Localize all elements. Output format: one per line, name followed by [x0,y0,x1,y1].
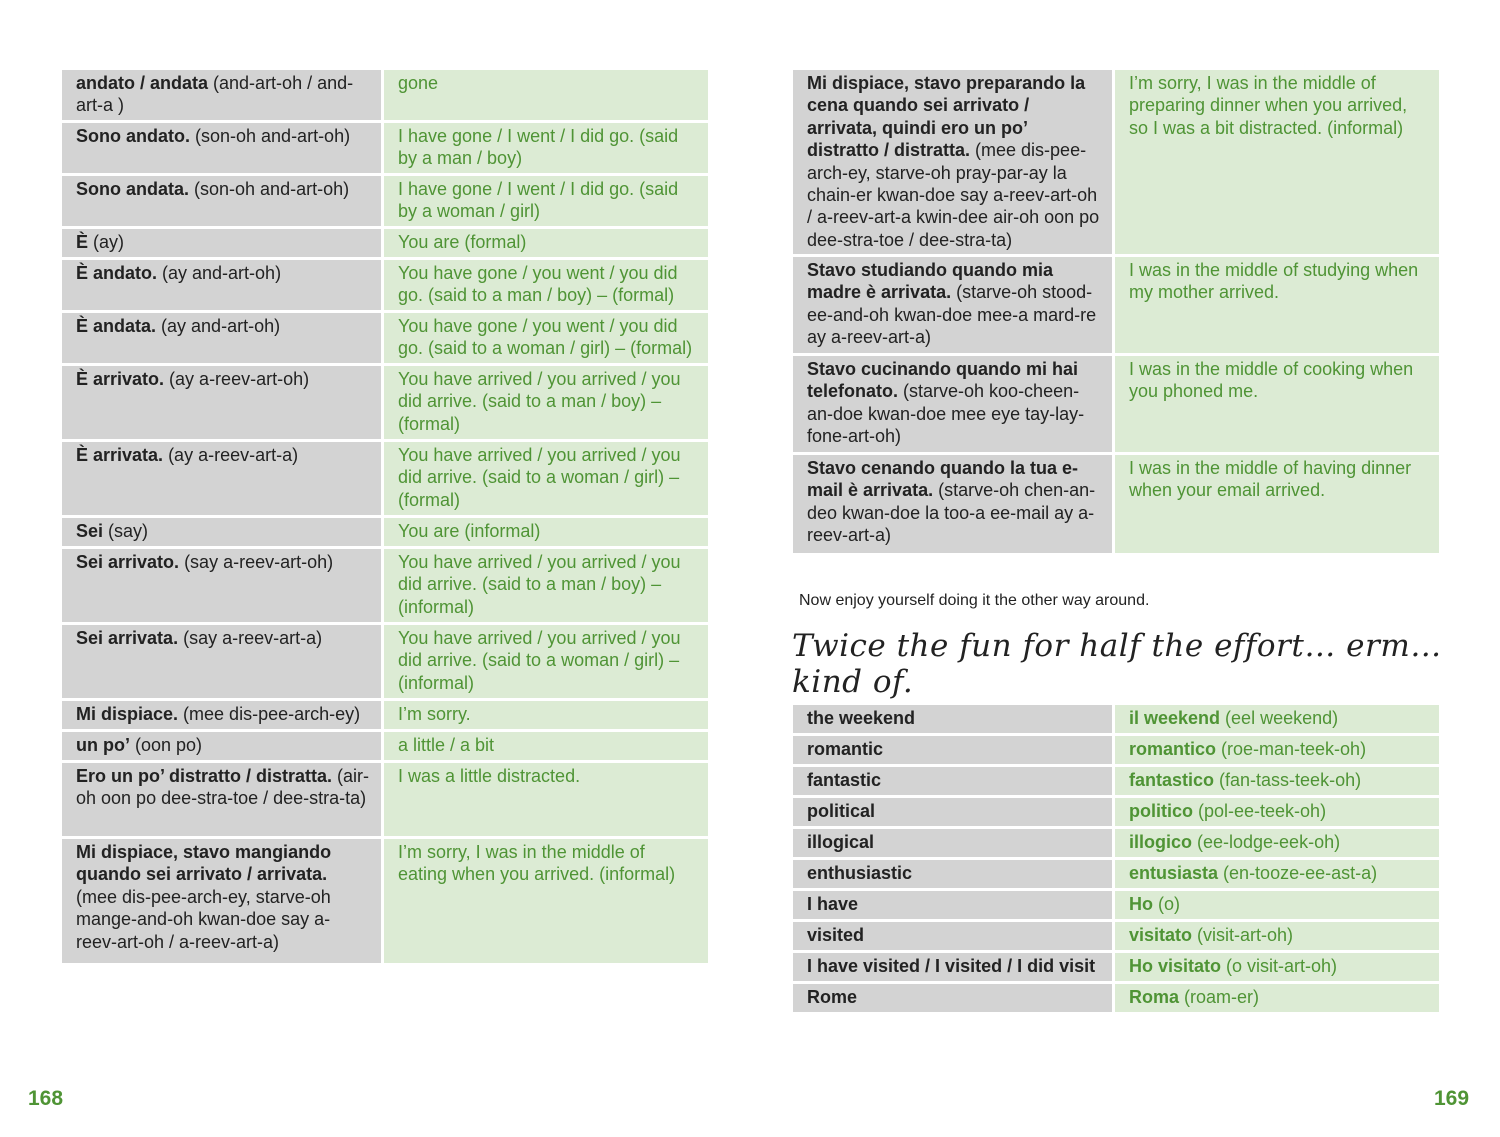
italian-cell [62,763,384,836]
table-row [62,366,708,442]
english-cell: You have gone / you went / you did go. (said to a man / boy) – (formal) [384,260,708,310]
pronunciation: (en-tooze-ee-ast-a) [1218,863,1378,883]
pronunciation: (mee dis-pee-arch-ey, starve-oh pray-par-ay la chain-er kwan-doe say a-reev-art-oh / a-reev-art-a kwin-dee air-oh oon po dee-stra-toe / dee-stra-ta) [807,140,1100,250]
instruction-note: Now enjoy yourself doing it the other way around. [799,592,1150,609]
english-word: enthusiastic [793,860,1115,888]
table-row [793,767,1439,798]
pronunciation: (ay a-reev-art-a) [163,445,299,465]
italian-cell [62,625,384,698]
english-cell: I have gone / I went / I did go. (said by a woman / girl) [384,176,708,226]
pronunciation: (say) [103,521,149,541]
pronunciation: (o) [1153,894,1180,914]
italian-phrase: Sei arrivata. [76,628,179,648]
english-word: fantastic [793,767,1115,795]
italian-phrase: Stavo cucinando quando mi hai telefonato. [807,359,1079,402]
italian-phrase: andato / andata [76,73,209,93]
table-row [62,176,708,229]
table-row [793,455,1439,553]
table-row [62,229,708,260]
italian-phrase: Stavo studiando quando mia madre è arrivata. [807,260,1054,303]
italian-phrase: Sei arrivato. [76,552,180,572]
italian-phrase: È [76,232,89,252]
italian-cell [62,839,384,963]
italian-cell [793,257,1115,353]
italian-cell [793,70,1115,254]
italian-cell [62,366,384,439]
pronunciation: (ay) [88,232,125,252]
english-cell: You have arrived / you arrived / you did arrive. (said to a man / boy) – (informal) [384,549,708,622]
italian-phrase: Sei [76,521,104,541]
left-phrase-table [62,70,708,963]
english-cell: I’m sorry, I was in the middle of preparing dinner when you arrived, so I was a bit distracted. (informal) [1115,70,1439,254]
table-row [793,798,1439,829]
table-row [62,313,708,366]
italian-word: Ho [1129,894,1153,914]
english-cell: You have arrived / you arrived / you did arrive. (said to a man / boy) – (formal) [384,366,708,439]
italian-phrase: È andato. [76,263,158,283]
english-cell: I was a little distracted. [384,763,708,836]
pronunciation: (starve-oh chen-an-deo kwan-doe la too-a ee-mail ay a-reev-art-a) [807,480,1096,546]
italian-cell [1115,736,1439,764]
table-row [793,736,1439,767]
pronunciation: (say a-reev-art-a) [178,628,323,648]
pronunciation: (roe-man-teek-oh) [1216,739,1367,759]
english-cell: I’m sorry, I was in the middle of eating when you arrived. (informal) [384,839,708,963]
table-row [62,123,708,176]
pronunciation: (mee dis-pee-arch-ey) [178,704,361,724]
pronunciation: (visit-art-oh) [1192,925,1294,945]
english-word: the weekend [793,705,1115,733]
italian-phrase: Mi dispiace, stavo preparando la cena quando sei arrivato / arrivata, quindi ero un po’ distratto / distratta. [807,73,1086,161]
table-row [62,70,708,123]
pronunciation: (o visit-art-oh) [1221,956,1338,976]
table-row [62,701,708,732]
table-row [62,442,708,518]
english-cell: You are (informal) [384,518,708,546]
pronunciation: (fan-tass-teek-oh) [1214,770,1362,790]
english-cell: I was in the middle of having dinner when your email arrived. [1115,455,1439,553]
italian-phrase: Ero un po’ distratto / distratta. [76,766,333,786]
italian-cell [62,260,384,310]
italian-phrase: È arrivata. [76,445,164,465]
table-row [793,891,1439,922]
pronunciation: (starve-oh stood-ee-and-oh kwan-doe mee-a mard-re ay a-reev-art-a) [807,282,1097,348]
italian-word: Roma [1129,987,1180,1007]
english-word: I have visited / I visited / I did visit [793,953,1115,981]
table-row [793,953,1439,984]
english-word: political [793,798,1115,826]
pronunciation: (son-oh and-art-oh) [190,126,351,146]
pronunciation: (air-oh oon po dee-stra-toe / dee-stra-ta) [76,766,370,809]
italian-phrase: Mi dispiace, stavo mangiando quando sei arrivato / arrivata. [76,842,332,885]
pronunciation: (son-oh and-art-oh) [189,179,350,199]
italian-cell [62,442,384,515]
italian-cell [62,518,384,546]
english-cell: I’m sorry. [384,701,708,729]
table-row [793,70,1439,257]
italian-word: romantico [1129,739,1217,759]
english-cell: You have gone / you went / you did go. (said to a woman / girl) – (formal) [384,313,708,363]
italian-word: fantastico [1129,770,1215,790]
english-cell: You are (formal) [384,229,708,257]
table-row [62,839,708,963]
table-row [793,860,1439,891]
table-row [793,356,1439,455]
italian-cell [1115,829,1439,857]
italian-phrase: Sono andato. [76,126,190,146]
table-row [62,260,708,313]
pronunciation: (starve-oh koo-cheen-an-doe kwan-doe mee eye tay-lay-fone-art-oh) [807,381,1085,447]
italian-cell [62,123,384,173]
table-row [793,829,1439,860]
italian-phrase: un po’ [76,735,130,755]
english-cell: I was in the middle of cooking when you phoned me. [1115,356,1439,452]
vocabulary-table [793,705,1439,1012]
handwritten-tagline: Twice the fun for half the effort… erm… kind of. [792,628,1442,700]
italian-word: illogico [1129,832,1192,852]
italian-cell [1115,953,1439,981]
italian-cell [62,313,384,363]
italian-cell [62,229,384,257]
table-row [793,705,1439,736]
pronunciation: (and-art-oh / and-art-a ) [76,73,354,116]
italian-cell [1115,922,1439,950]
pronunciation: (ay and-art-oh) [156,316,281,336]
english-word: Rome [793,984,1115,1012]
right-phrase-table [793,70,1439,553]
italian-cell [793,356,1115,452]
pronunciation: (pol-ee-teek-oh) [1193,801,1327,821]
pronunciation: (oon po) [129,735,203,755]
table-row [62,518,708,549]
italian-phrase: Sono andata. [76,179,190,199]
italian-cell [62,732,384,760]
italian-cell [793,455,1115,553]
italian-cell [1115,891,1439,919]
italian-word: visitato [1129,925,1193,945]
italian-cell [1115,984,1439,1012]
italian-cell [62,176,384,226]
pronunciation: (say a-reev-art-oh) [179,552,334,572]
italian-cell [1115,860,1439,888]
italian-phrase: È andata. [76,316,157,336]
pronunciation: (ay a-reev-art-oh) [164,369,310,389]
pronunciation: (mee dis-pee-arch-ey, starve-oh mange-and-oh kwan-doe say a-reev-art-oh / a-reev-art-a) [76,886,331,952]
english-cell: I have gone / I went / I did go. (said by a man / boy) [384,123,708,173]
pronunciation: (ay and-art-oh) [157,263,282,283]
pronunciation: (ee-lodge-eek-oh) [1192,832,1341,852]
italian-phrase: È arrivato. [76,369,165,389]
english-word: illogical [793,829,1115,857]
table-row [62,763,708,839]
italian-cell [1115,798,1439,826]
table-row [62,549,708,625]
page-number-left: 168 [28,1087,64,1110]
english-word: I have [793,891,1115,919]
pronunciation: (roam-er) [1179,987,1260,1007]
english-word: visited [793,922,1115,950]
english-cell: gone [384,70,708,120]
page-number-right: 169 [1434,1087,1470,1110]
english-cell: You have arrived / you arrived / you did arrive. (said to a woman / girl) – (informal) [384,625,708,698]
table-row [62,732,708,763]
italian-phrase: Mi dispiace. [76,704,179,724]
italian-cell [1115,705,1439,733]
table-row [793,984,1439,1012]
italian-cell [62,549,384,622]
italian-word: il weekend [1129,708,1221,728]
italian-word: Ho visitato [1129,956,1222,976]
pronunciation: (eel weekend) [1220,708,1339,728]
italian-cell [1115,767,1439,795]
table-row [62,625,708,701]
english-word: romantic [793,736,1115,764]
english-cell: a little / a bit [384,732,708,760]
italian-phrase: Stavo cenando quando la tua e-mail è arrivata. [807,458,1079,501]
italian-word: politico [1129,801,1193,821]
english-cell: I was in the middle of studying when my mother arrived. [1115,257,1439,353]
table-row [793,257,1439,356]
table-row [793,922,1439,953]
english-cell: You have arrived / you arrived / you did arrive. (said to a woman / girl) – (formal) [384,442,708,515]
italian-cell [62,701,384,729]
italian-cell [62,70,384,120]
italian-word: entusiasta [1129,863,1219,883]
